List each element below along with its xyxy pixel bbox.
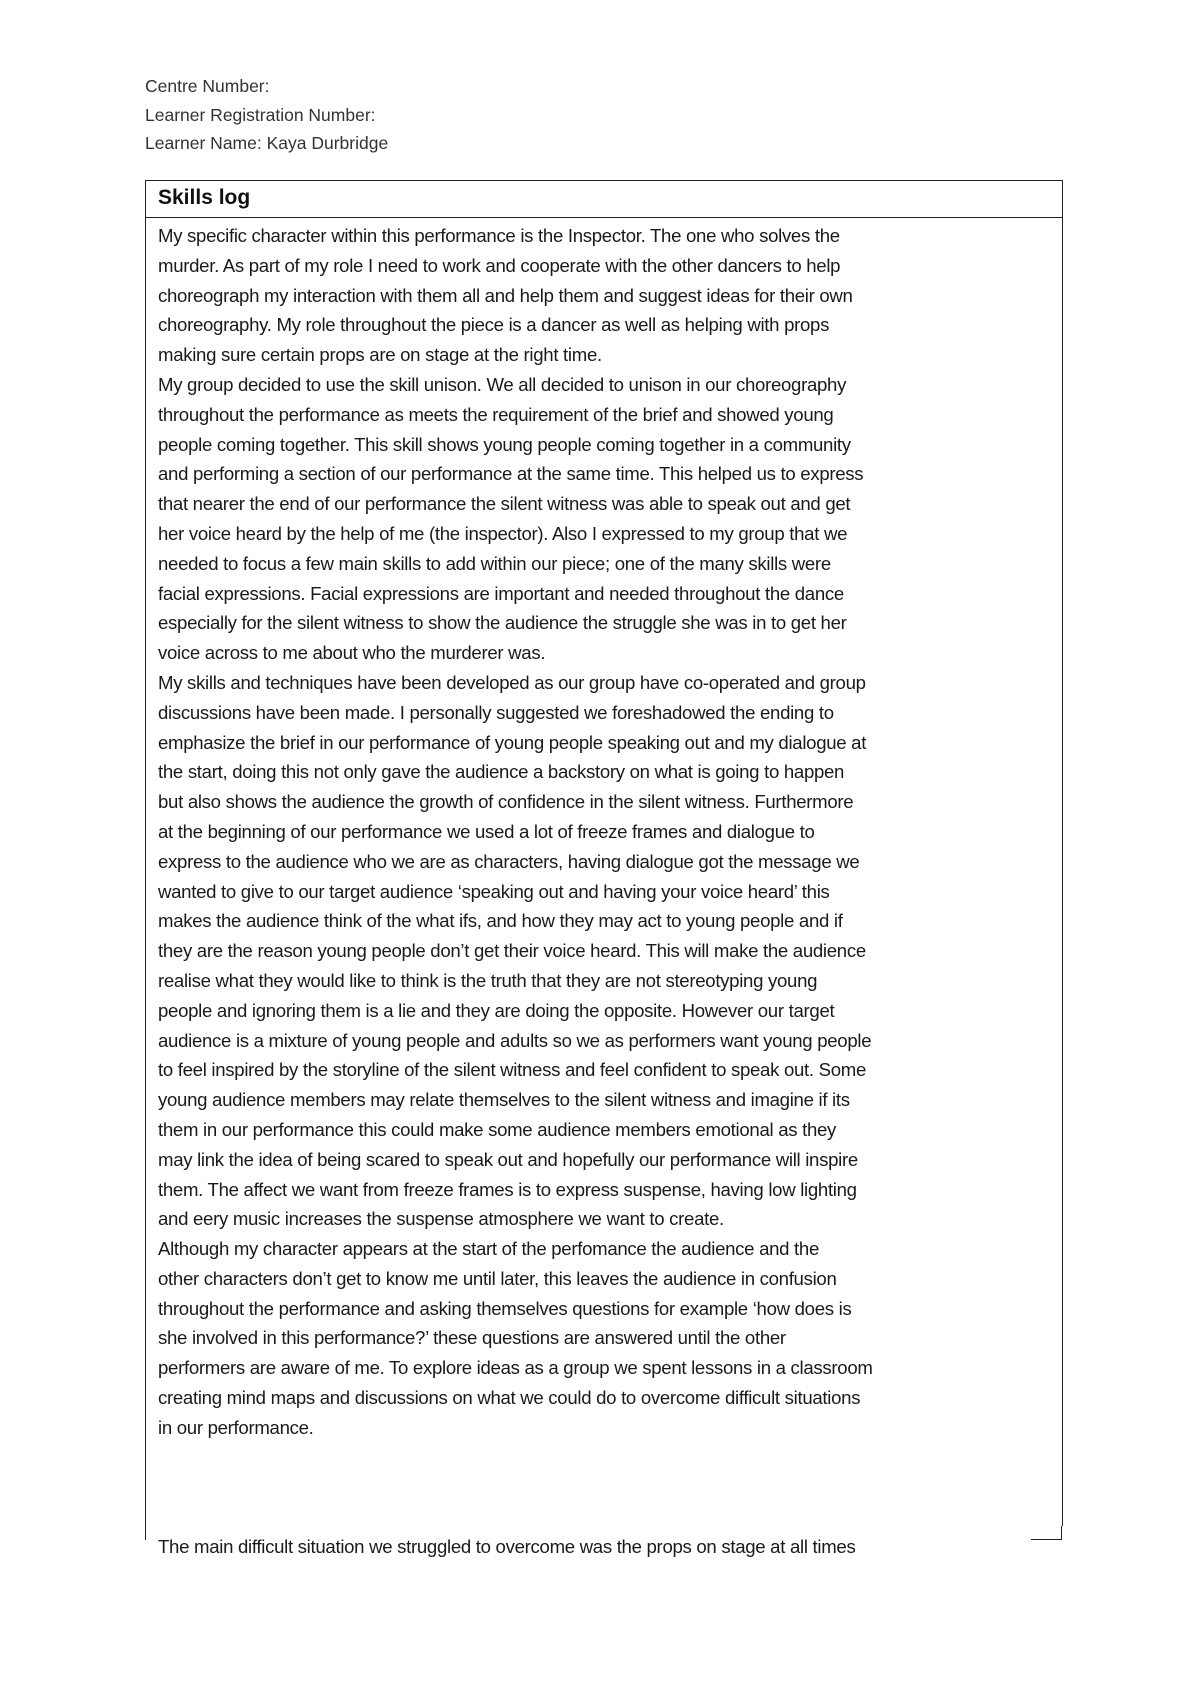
text-line: audience is a mixture of young people and adults so we as performers want young people xyxy=(158,1029,872,1051)
table-border-right xyxy=(1061,1526,1062,1540)
table-border-left xyxy=(145,1526,146,1540)
text-line: young audience members may relate themselves to the silent witness and imagine if its xyxy=(158,1089,850,1111)
skills-log-title: Skills log xyxy=(158,186,251,209)
text-line: wanted to give to our target audience ‘speaking out and having your voice heard’ this xyxy=(158,880,830,902)
text-line: needed to focus a few main skills to add within our piece; one of the many skills were xyxy=(158,552,831,574)
text-line: they are the reason young people don’t get their voice heard. This will make the audience xyxy=(158,940,866,962)
text-line: to feel inspired by the storyline of the silent witness and feel confident to speak out. Some xyxy=(158,1059,867,1081)
text-line: at the beginning of our performance we used a lot of freeze frames and dialogue to xyxy=(158,820,815,842)
text-line: discussions have been made. I personally suggested we foreshadowed the ending to xyxy=(158,701,834,723)
text-line: choreograph my interaction with them all and help them and suggest ideas for their own xyxy=(158,284,853,306)
text-line: she involved in this performance?’ these questions are answered until the other xyxy=(158,1327,786,1349)
text-line-last: The main difficult situation we struggled to overcome was the props on stage at all times xyxy=(158,1535,856,1557)
text-line: choreography. My role throughout the piece is a dancer as well as helping with props xyxy=(158,314,830,336)
text-line: facial expressions. Facial expressions are important and needed throughout the dance xyxy=(158,582,844,604)
text-line: especially for the silent witness to show the audience the struggle she was in to get her xyxy=(158,612,847,634)
text-line: making sure certain props are on stage at the right time. xyxy=(158,344,602,366)
text-line: that nearer the end of our performance the silent witness was able to speak out and get xyxy=(158,493,851,515)
text-line: emphasize the brief in our performance of young people speaking out and my dialogue at xyxy=(158,731,867,753)
text-line: may link the idea of being scared to speak out and hopefully our performance will inspire xyxy=(158,1148,858,1170)
text-line: realise what they would like to think is the truth that they are not stereotyping young xyxy=(158,969,818,991)
skills-log-header-cell xyxy=(145,180,1063,218)
text-line: murder. As part of my role I need to work and cooperate with the other dancers to help xyxy=(158,254,841,276)
text-line: voice across to me about who the murderer was. xyxy=(158,642,546,664)
text-line: them. The affect we want from freeze frames is to express suspense, having low lighting xyxy=(158,1178,857,1200)
text-line: her voice heard by the help of me (the inspector). Also I expressed to my group that we xyxy=(158,522,848,544)
text-line: express to the audience who we are as characters, having dialogue got the message we xyxy=(158,850,860,872)
text-line: them in our performance this could make some audience members emotional as they xyxy=(158,1118,837,1140)
learner-details xyxy=(145,72,388,158)
text-line: the start, doing this not only gave the audience a backstory on what is going to happen xyxy=(158,761,845,783)
text-line: performers are aware of me. To explore ideas as a group we spent lessons in a classroom xyxy=(158,1357,873,1379)
text-line: and performing a section of our performance at the same time. This helped us to express xyxy=(158,463,864,485)
text-line: Although my character appears at the start of the perfomance the audience and the xyxy=(158,1238,820,1260)
learner-registration-number: Learner Registration Number: xyxy=(145,104,376,125)
text-line: in our performance. xyxy=(158,1416,314,1438)
text-line: creating mind maps and discussions on what we could do to overcome difficult situations xyxy=(158,1387,861,1409)
text-line: throughout the performance and asking themselves questions for example ‘how does is xyxy=(158,1297,852,1319)
text-line: and eery music increases the suspense atmosphere we want to create. xyxy=(158,1208,724,1230)
text-line: throughout the performance as meets the requirement of the brief and showed young xyxy=(158,403,834,425)
text-line: people coming together. This skill shows young people coming together in a community xyxy=(158,433,851,455)
text-line: people and ignoring them is a lie and they are doing the opposite. However our target xyxy=(158,999,835,1021)
table-border-fragment xyxy=(1031,1539,1062,1540)
text-line: makes the audience think of the what ifs, and how they may act to young people and if xyxy=(158,910,843,932)
skills-log-text xyxy=(158,221,1054,1561)
centre-number: Centre Number: xyxy=(145,76,270,96)
blank-space xyxy=(158,1443,1054,1532)
skills-log-table xyxy=(145,180,1063,1557)
learner-name: Learner Name: Kaya Durbridge xyxy=(145,133,389,153)
text-line: My skills and techniques have been developed as our group have co-operated and group xyxy=(158,671,866,693)
text-line: My group decided to use the skill unison. We all decided to unison in our choreography xyxy=(158,373,847,395)
skills-log-body-cell xyxy=(145,217,1063,1557)
text-line: but also shows the audience the growth of confidence in the silent witness. Furthermore xyxy=(158,791,854,813)
text-line: My specific character within this performance is the Inspector. The one who solves the xyxy=(158,225,840,246)
text-line: other characters don’t get to know me until later, this leaves the audience in confusion xyxy=(158,1267,837,1289)
